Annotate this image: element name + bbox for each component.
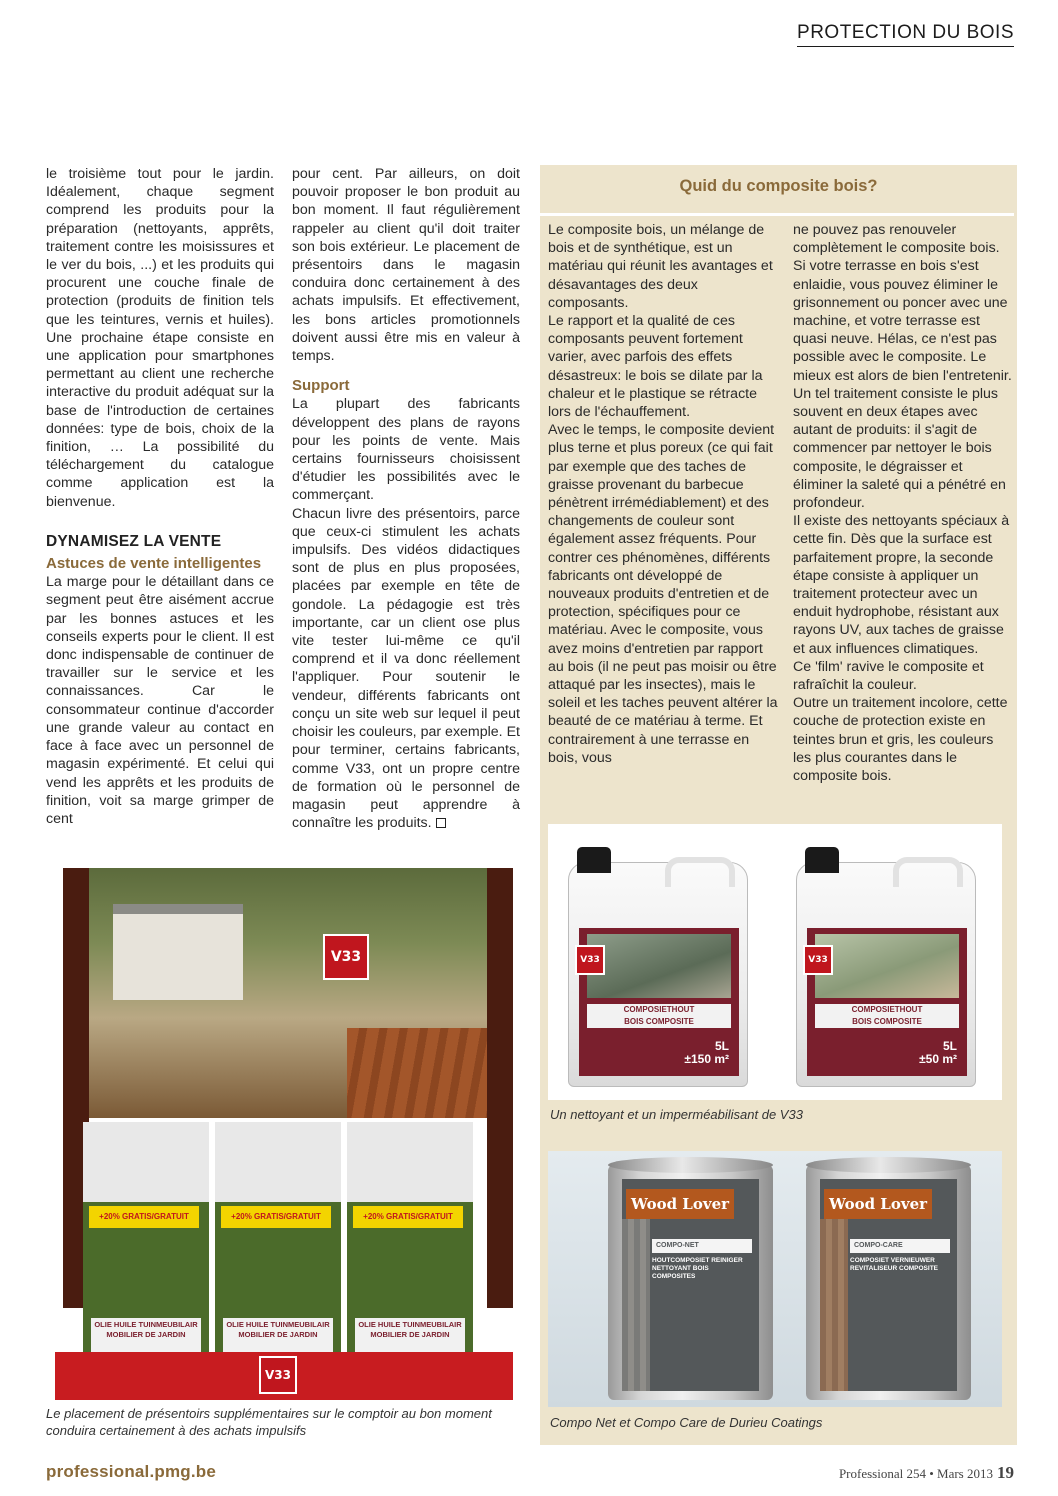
sidebar-paragraph: Un tel traitement consiste le plus souvent en deux étapes avec autant de produits: il s'agit de commencer par nettoyer le bois composite, le dégraisser et éliminer la saleté qui a pénétré en profondeur.	[793, 385, 1006, 512]
woodlover-logo: Wood Lover	[626, 1189, 734, 1219]
sidebar-paragraph: Le rapport et la qualité de ces composants peuvent fortement varier, avec parfois des effets désastreux: le bois se dilate par la chaleur et le plastique se rétracte lors de l'échauffement.	[548, 313, 763, 421]
article-text: Chacun livre des présentoirs, parce que ceux-ci stimulent les achats impulsifs. Des vidéos didactiques sont de plus en plus proposées, placées par exemple en tête de gondole. La pédagogie est très importante, car un client ose plus vite tester lui-même ce qu'il comprend et il va donc réellement l'appliquer. Pour soutenir le vendeur, différents fabricants ont conçu un site web sur lequel il peut choisir les couleurs, par exemple. Et pour terminer, certains fabricants, comme V33, ont un propre centre de formation où le personnel de magasin peut apprendre à connaître les produits.	[292, 505, 520, 832]
sidebar-paragraph: Outre un traitement incolore, cette couche de protection existe en teintes brun et gris, les couleurs les plus courantes dans le composite bois.	[793, 695, 1008, 785]
oil-bottle	[347, 1122, 473, 1362]
sidebar-paragraph: ne pouvez pas renouveler complètement le composite bois. Si votre terrasse en bois s'est enlaidie, vous pouvez éliminer le grisonnement ou poncer avec une machine, et votre terrasse est quasi neuve. Hélas, ce n'est pas possible avec le composite. Le mieux est alors de bien l'entretenir.	[793, 222, 1012, 384]
volume: 5L	[942, 1039, 957, 1053]
can-label	[622, 1179, 759, 1391]
article-column-1	[46, 165, 274, 828]
wood-texture	[820, 1219, 848, 1391]
v33-base-logo: V33	[259, 1356, 297, 1394]
label-volume	[919, 1040, 957, 1066]
sidebar-title: Quid du composite bois?	[679, 177, 878, 195]
label-product-name	[587, 1004, 731, 1028]
v33-logo: V33	[575, 945, 605, 975]
section-heading: DYNAMISEZ LA VENTE	[46, 532, 222, 550]
sidebar-paragraph: Avec le temps, le composite devient plus terne et plus poreux (ce qui fait par exemple que des taches de graisse provenant du barbecue pénètrent irrémédiablement) et des changements de couleur sont également assez fréquents. Pour contrer ces phénomènes, différents fabricants ont développé de nouveaux produits d'entretien et de protection, spécifiques pour ce matériau. Avec le composite, vous avez moins d'entretien par rapport au bois (il ne peut pas moisir ou être attaqué par les insectes), mais le soleil et les taches peuvent altérer la beauté de ce matériau à terme. Et contrairement à une terrasse en bois, vous	[548, 422, 778, 766]
product-name: COMPO-NET	[652, 1239, 752, 1253]
v33-protector-bottle	[796, 862, 976, 1087]
display-photo-caption: Le placement de présentoirs supplémentaires sur le comptoir au bon moment conduira certainement à des achats impulsifs	[46, 1406, 492, 1438]
can-rim	[608, 1157, 773, 1173]
label-line2: BOIS COMPOSITE	[852, 1017, 922, 1026]
can-label	[820, 1179, 957, 1391]
display-frame	[487, 868, 513, 1308]
woodlover-logo: Wood Lover	[824, 1189, 932, 1219]
section-header: PROTECTION DU BOIS	[797, 22, 1014, 47]
bottle-cap	[805, 847, 839, 873]
woodlover-products-photo	[548, 1151, 1002, 1407]
woodlover-photo-caption: Compo Net et Compo Care de Durieu Coatings	[550, 1415, 823, 1430]
volume: 5L	[714, 1039, 729, 1053]
product-label: OLIE HUILE TUINMEUBILAIR MOBILIER DE JARDIN	[91, 1318, 201, 1358]
v33-products-photo	[548, 824, 1002, 1100]
label-line1: COMPOSIETHOUT	[623, 1005, 695, 1014]
coverage: ±150 m²	[684, 1052, 729, 1066]
promo-badge: +20% GRATIS/GRATUIT	[353, 1206, 463, 1228]
label-picture	[587, 934, 731, 998]
label-volume	[684, 1040, 729, 1066]
footer-issue-info	[839, 1463, 1014, 1483]
compo-net-can	[608, 1165, 773, 1400]
product-label: OLIE HUILE TUINMEUBILAIR MOBILIER DE JARDIN	[355, 1318, 465, 1358]
sidebar-paragraph: Ce 'film' ravive le composite et rafraîchit la couleur.	[793, 658, 984, 694]
sidebar-paragraph: Il existe des nettoyants spéciaux à cette fin. Dès que la surface est parfaitement propre, la seconde étape consiste à appliquer un traitement protecteur avec un enduit hydrophobe, résistant aux rayons UV, aux taches de graisse et aux influences climatiques.	[793, 513, 1010, 657]
v33-cleaner-bottle	[568, 862, 748, 1087]
oil-bottle	[83, 1122, 209, 1362]
promo-badge: +20% GRATIS/GRATUIT	[221, 1206, 331, 1228]
can-rim	[806, 1157, 971, 1173]
v33-photo-caption: Un nettoyant et un imperméabilisant de V33	[550, 1107, 803, 1122]
footer-website-link[interactable]: professional.pmg.be	[46, 1462, 217, 1481]
v33-display-logo: V33	[323, 934, 369, 980]
page-number: 19	[997, 1463, 1014, 1482]
sidebar-paragraph: Le composite bois, un mélange de bois et de synthétique, est un matériau qui réunit les avantages et désavantages des deux composants.	[548, 222, 773, 311]
sidebar-column-2	[793, 221, 1013, 785]
promo-badge: +20% GRATIS/GRATUIT	[89, 1206, 199, 1228]
bottle-handle	[893, 857, 963, 887]
article-column-2	[292, 165, 520, 832]
label-product-name	[815, 1004, 959, 1028]
subheading: Astuces de vente intelligentes	[46, 555, 262, 573]
article-paragraph: le troisième tout pour le jardin. Idéalement, chaque segment comprend les produits pour la préparation (nettoyants, apprêts, traitement contre les moisissures et le ver du bois, ...) et les produits qui procurent une couche finale de protection (produits de finition tels que les teintures, vernis et huiles). Une prochaine étape consiste en une application pour smartphones permettant au client une recherche interactive du produit adéquat sur la base de l'introduction de certaines données: type de bois, choix de la finition, … La possibilité du téléchargement du catalogue comme application est la bienvenue.	[46, 166, 274, 510]
label-line1: COMPOSIETHOUT	[851, 1005, 923, 1014]
compo-care-can	[806, 1165, 971, 1400]
oil-bottle	[215, 1122, 341, 1362]
article-paragraph: La marge pour le détaillant dans ce segment peut être aisément accrue par les bonnes astuces et les conseils experts pour le client. Il est donc indispensable de continuer de travailler sur le service et les connaissances. Car le consommateur continue d'accorder une grande valeur au contact en face à face avec un personnel de magasin expérimenté. Et celui qui vend les apprêts et les produits de finition, voit sa marge grimper de cent	[46, 574, 274, 827]
sidebar-column-1	[548, 221, 778, 767]
product-label: OLIE HUILE TUINMEUBILAIR MOBILIER DE JARDIN	[223, 1318, 333, 1358]
product-description: COMPOSIET VERNIEUWER REVITALISEUR COMPOSITE	[850, 1257, 938, 1272]
v33-display-stand-photo	[47, 868, 519, 1400]
wood-texture	[622, 1219, 650, 1391]
bottle-cap	[577, 847, 611, 873]
article-paragraph: La plupart des fabricants développent des plans de rayons pour les points de vente. Mais certains fournisseurs choisissent d'étudier les possibilités avec le commerçant.	[292, 396, 520, 504]
label-picture	[815, 934, 959, 998]
article-paragraph	[292, 505, 520, 833]
v33-logo: V33	[803, 945, 833, 975]
product-description: HOUTCOMPOSIET REINIGER NETTOYANT BOIS COMPOSITES	[652, 1257, 743, 1280]
article-paragraph: pour cent. Par ailleurs, on doit pouvoir proposer le bon produit au bon moment. Il faut régulièrement rappeler au client qu'il doit traiter son bois extérieur. Le placement de présentoirs dans le magasin conduira donc certainement à des achats impulsifs. Et effectivement, les bons articles promotionnels doivent aussi être mis en valeur à temps.	[292, 166, 520, 365]
bottle-handle	[665, 857, 735, 887]
product-name: COMPO-CARE	[850, 1239, 950, 1253]
issue-label: Professional 254 • Mars 2013	[838, 1466, 993, 1481]
subheading: Support	[292, 377, 350, 395]
coverage: ±50 m²	[919, 1052, 957, 1066]
label-line2: BOIS COMPOSITE	[624, 1017, 694, 1026]
garden-shed	[113, 904, 243, 1000]
divider	[540, 213, 1014, 216]
end-of-article-icon	[436, 818, 446, 828]
